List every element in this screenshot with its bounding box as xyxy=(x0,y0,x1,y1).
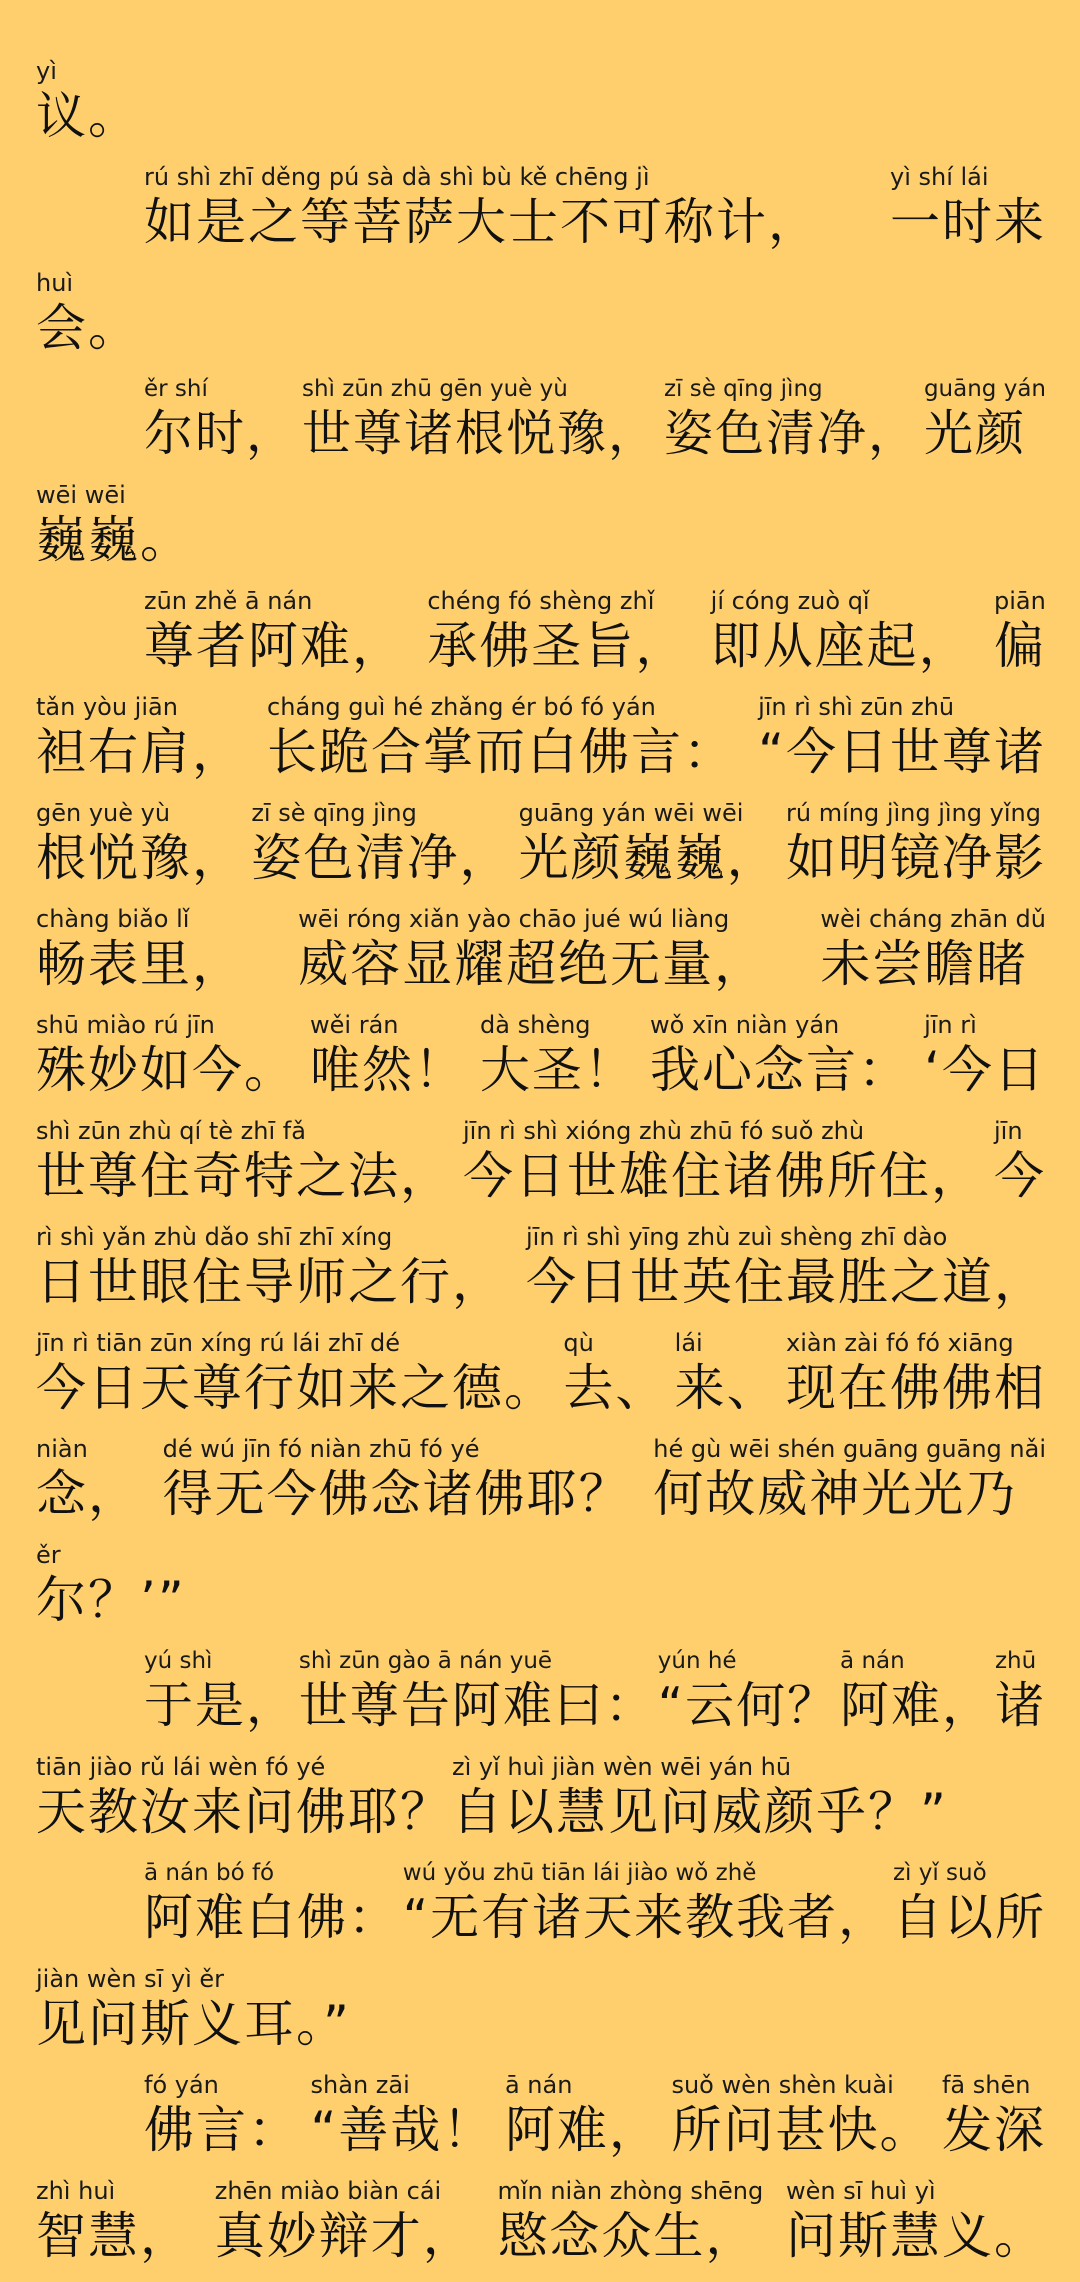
ruby-segment xyxy=(36,2176,192,2266)
chinese-text: 现在佛佛相 xyxy=(785,1359,1046,1417)
ruby-segment xyxy=(36,1540,186,1630)
chinese-text: 见问斯义耳。” xyxy=(36,1995,351,2053)
chinese-text: 会。 xyxy=(36,299,140,357)
ruby-segment xyxy=(563,1328,667,1418)
chinese-text: 威容显耀超绝无量， xyxy=(298,935,767,993)
ruby-segment xyxy=(497,2176,763,2266)
ruby-segment xyxy=(658,1646,838,1736)
pinyin-annotation: shàn zāi xyxy=(310,2071,410,2099)
ruby-segment xyxy=(36,1964,351,2054)
text-line xyxy=(36,2054,1046,2160)
chinese-text: 袒右肩， xyxy=(36,723,244,781)
pinyin-annotation: xiàn zài fó fó xiāng xyxy=(785,1329,1014,1357)
text-line xyxy=(36,358,1046,464)
chinese-text: 尊者阿难， xyxy=(144,617,404,675)
chinese-text: 日世眼住导师之行， xyxy=(36,1253,504,1311)
chinese-text: 如明镜净影 xyxy=(785,829,1046,887)
ruby-segment xyxy=(675,1328,779,1418)
text-line xyxy=(36,252,1046,358)
pinyin-annotation: jí cóng zuò qǐ xyxy=(710,587,870,615)
chinese-text: 我心念言： xyxy=(650,1041,911,1099)
chinese-text: 光颜巍巍， xyxy=(518,829,779,887)
ruby-segment xyxy=(163,1434,631,1524)
pinyin-annotation: shì zūn zhū gēn yuè yù xyxy=(301,376,568,402)
chinese-text: 大圣！ xyxy=(480,1041,637,1099)
text-line xyxy=(36,1206,1046,1312)
ruby-segment xyxy=(310,1010,466,1100)
ruby-segment xyxy=(215,2176,475,2266)
pinyin-annotation: jīn rì xyxy=(924,1011,977,1039)
text-line xyxy=(36,888,1046,994)
pinyin-annotation: fā shēn xyxy=(941,2071,1031,2099)
text-line xyxy=(36,676,1046,782)
pinyin-annotation: yì xyxy=(36,57,57,85)
pinyin-annotation: zūn zhě ā nán xyxy=(144,587,313,615)
chinese-text: 巍巍。 xyxy=(36,511,192,569)
ruby-segment xyxy=(298,904,766,994)
chinese-text: 阿难， xyxy=(504,2101,661,2159)
ruby-segment xyxy=(786,1328,1046,1418)
pinyin-annotation: niàn xyxy=(36,1435,88,1463)
chinese-text: 智慧， xyxy=(36,2207,192,2265)
text-line xyxy=(36,146,1046,252)
chinese-text: 世尊告阿难曰： xyxy=(298,1677,656,1734)
chinese-text: 殊妙如今。 xyxy=(36,1041,296,1099)
chinese-text: ‘今日 xyxy=(924,1041,1046,1099)
ruby-segment xyxy=(653,1434,1046,1524)
chinese-text: 所问甚快。 xyxy=(671,2101,932,2159)
ruby-segment xyxy=(36,1116,452,1206)
pinyin-annotation: chàng biǎo lǐ xyxy=(36,905,190,933)
ruby-segment xyxy=(994,1116,1046,1206)
pinyin-annotation: chéng fó shèng zhǐ xyxy=(427,587,655,615)
ruby-segment xyxy=(994,586,1046,676)
ruby-segment xyxy=(893,1858,1046,1948)
ruby-segment xyxy=(36,56,140,146)
text-line xyxy=(36,40,1046,146)
ruby-segment xyxy=(36,268,140,358)
pinyin-annotation: yú shì xyxy=(144,1648,213,1674)
text-line xyxy=(36,1418,1046,1524)
chinese-text: 世尊住奇特之法， xyxy=(36,1147,452,1205)
pinyin-annotation: shì zūn gào ā nán yuē xyxy=(298,1648,553,1674)
pinyin-annotation: wǒ xīn niàn yán xyxy=(650,1011,840,1039)
pinyin-annotation: jīn rì shì yīng zhù zuì shèng zhī dào xyxy=(526,1223,948,1251)
pinyin-annotation: zhū xyxy=(994,1648,1037,1674)
chinese-text: 真妙辩才， xyxy=(214,2207,475,2265)
ruby-segment xyxy=(480,1010,636,1100)
pinyin-annotation: zhēn miào biàn cái xyxy=(214,2177,442,2205)
ruby-segment xyxy=(924,1010,1046,1100)
pinyin-annotation: wěi rán xyxy=(310,1011,399,1039)
pinyin-annotation: wēi róng xiǎn yào chāo jué wú liàng xyxy=(298,905,730,933)
pinyin-annotation: fó yán xyxy=(144,2071,219,2099)
chinese-text: 光颜 xyxy=(923,405,1026,462)
chinese-text: 一时来 xyxy=(890,193,1046,251)
pinyin-annotation: shū miào rú jīn xyxy=(36,1011,215,1039)
pinyin-annotation: dà shèng xyxy=(480,1011,591,1039)
chinese-text: 阿难白佛： xyxy=(144,1889,400,1946)
chinese-text: “无有诸天来教我者， xyxy=(402,1889,890,1946)
ruby-segment xyxy=(526,1222,1046,1312)
ruby-segment xyxy=(299,1646,656,1736)
chinese-text: 佛言： xyxy=(144,2101,300,2159)
pinyin-annotation: tǎn yòu jiān xyxy=(36,693,178,721)
text-line xyxy=(36,1630,1046,1736)
chinese-text: 来、 xyxy=(674,1359,779,1417)
ruby-segment xyxy=(452,1752,948,1842)
chinese-text: 今 xyxy=(994,1147,1046,1205)
chinese-text: 何故威神光光乃 xyxy=(653,1465,1018,1523)
ruby-segment xyxy=(144,1858,399,1948)
text-line xyxy=(36,464,1046,570)
pinyin-annotation: lái xyxy=(674,1329,703,1357)
ruby-segment xyxy=(924,374,1046,464)
pinyin-annotation: rì shì yǎn zhù dǎo shī zhī xíng xyxy=(36,1223,393,1251)
ruby-segment xyxy=(267,692,735,782)
ruby-segment xyxy=(519,798,779,888)
pinyin-annotation: wēi wēi xyxy=(36,481,126,509)
pinyin-annotation: zī sè qīng jìng xyxy=(251,799,417,827)
chinese-text: 天教汝来问佛耶？ xyxy=(36,1783,452,1841)
ruby-segment xyxy=(505,2070,661,2160)
pinyin-annotation: piān xyxy=(993,587,1046,615)
ruby-segment xyxy=(36,1434,140,1524)
ruby-segment xyxy=(144,162,820,252)
pinyin-annotation: yì shí lái xyxy=(890,163,989,191)
ruby-segment xyxy=(890,162,1046,252)
pinyin-annotation: zì yǐ suǒ xyxy=(892,1860,987,1886)
ruby-segment xyxy=(36,480,192,570)
pinyin-annotation: ěr xyxy=(36,1541,61,1569)
pinyin-annotation: qù xyxy=(563,1329,594,1357)
ruby-segment xyxy=(671,2070,931,2160)
pinyin-annotation: ā nán xyxy=(504,2071,573,2099)
chinese-text: 未尝瞻睹 xyxy=(820,935,1029,993)
ruby-segment xyxy=(711,586,971,676)
pinyin-annotation: shì zūn zhù qí tè zhī fǎ xyxy=(36,1117,306,1145)
pinyin-annotation: zì yǐ huì jiàn wèn wēi yán hū xyxy=(452,1753,792,1781)
text-line xyxy=(36,1312,1046,1418)
pinyin-annotation: suǒ wèn shèn kuài xyxy=(671,2071,894,2099)
chinese-text: 今日世雄住诸佛所住， xyxy=(463,1147,983,1205)
pinyin-annotation: rú shì zhī děng pú sà dà shì bù kě chēng jì xyxy=(144,163,650,191)
pinyin-annotation: ěr shí xyxy=(144,376,208,402)
ruby-segment xyxy=(36,692,244,782)
text-line xyxy=(36,1948,1046,2054)
ruby-segment xyxy=(36,1010,296,1100)
text-line xyxy=(36,782,1046,888)
ruby-segment xyxy=(820,904,1046,994)
pinyin-annotation: wèi cháng zhān dǔ xyxy=(820,905,1046,933)
chinese-text: “云何？ xyxy=(657,1677,839,1734)
ruby-segment xyxy=(302,374,659,464)
chinese-text: 尔？’” xyxy=(36,1571,186,1629)
ruby-segment xyxy=(311,2070,495,2160)
ruby-segment xyxy=(36,1328,556,1418)
pinyin-annotation: jīn xyxy=(994,1117,1023,1145)
chinese-text: 念， xyxy=(36,1465,140,1523)
ruby-segment xyxy=(144,1646,297,1736)
pinyin-annotation: guāng yán wēi wēi xyxy=(518,799,744,827)
chinese-text: 议。 xyxy=(36,87,140,145)
chinese-text: 诸 xyxy=(994,1677,1046,1734)
chinese-text: 发深 xyxy=(941,2101,1046,2159)
pinyin-annotation: ā nán xyxy=(840,1648,905,1674)
chinese-text: “今日世尊诸 xyxy=(758,723,1046,781)
pinyin-annotation: gēn yuè yù xyxy=(36,799,171,827)
pinyin-annotation: yún hé xyxy=(657,1648,737,1674)
pinyin-annotation: rú míng jìng jìng yǐng xyxy=(785,799,1041,827)
ruby-segment xyxy=(403,1858,889,1948)
ruby-segment xyxy=(942,2070,1046,2160)
ruby-segment xyxy=(463,1116,983,1206)
ruby-segment xyxy=(144,374,297,464)
ruby-segment xyxy=(251,798,511,888)
chinese-text: 偏 xyxy=(993,617,1046,675)
ruby-segment xyxy=(786,798,1046,888)
chinese-text: 世尊诸根悦豫， xyxy=(301,405,659,462)
chinese-text: 得无今佛念诸佛耶？ xyxy=(162,1465,631,1523)
chinese-text: 自以慧见问威颜乎？” xyxy=(452,1783,948,1841)
chinese-text: 去、 xyxy=(563,1359,668,1417)
text-line xyxy=(36,1524,1046,1630)
chinese-text: 尔时， xyxy=(144,405,298,462)
pinyin-annotation: mǐn niàn zhòng shēng xyxy=(497,2177,764,2205)
pinyin-annotation: zhì huì xyxy=(36,2177,116,2205)
pinyin-annotation: wèn sī huì yì xyxy=(785,2177,936,2205)
pinyin-annotation: dé wú jīn fó niàn zhū fó yé xyxy=(162,1435,480,1463)
chinese-text: 愍念众生， xyxy=(497,2207,758,2265)
ruby-segment xyxy=(36,904,244,994)
chinese-text: “善哉！ xyxy=(310,2101,495,2159)
text-line xyxy=(36,570,1046,676)
chinese-text: 根悦豫， xyxy=(36,829,244,887)
pinyin-annotation: tiān jiào rǔ lái wèn fó yé xyxy=(36,1753,326,1781)
pinyin-annotation: ā nán bó fó xyxy=(144,1860,275,1886)
chinese-text: 今日天尊行如来之德。 xyxy=(36,1359,556,1417)
ruby-segment xyxy=(840,1646,993,1736)
pinyin-annotation: guāng yán xyxy=(923,376,1046,402)
ruby-segment xyxy=(36,1222,504,1312)
chinese-text: 今日世英住最胜之道， xyxy=(526,1253,1046,1311)
pinyin-annotation: jīn rì shì xióng zhù zhū fó suǒ zhù xyxy=(463,1117,865,1145)
chinese-text: 承佛圣旨， xyxy=(427,617,688,675)
pinyin-annotation: wú yǒu zhū tiān lái jiào wǒ zhě xyxy=(402,1860,757,1886)
chinese-text: 畅表里， xyxy=(36,935,244,993)
chinese-text: 姿色清净， xyxy=(251,829,512,887)
ruby-segment xyxy=(650,1010,910,1100)
pinyin-annotation: jīn rì shì zūn zhū xyxy=(758,693,955,721)
chinese-text: 阿难， xyxy=(840,1677,994,1734)
ruby-segment xyxy=(664,374,919,464)
ruby-segment xyxy=(144,586,404,676)
pinyin-annotation: cháng guì hé zhǎng ér bó fó yán xyxy=(267,693,656,721)
ruby-segment xyxy=(786,2176,1046,2266)
ruby-segment xyxy=(144,2070,300,2160)
chinese-text: 即从座起， xyxy=(710,617,971,675)
ruby-segment xyxy=(36,1752,452,1842)
text-line xyxy=(36,1736,1046,1842)
ruby-segment xyxy=(995,1646,1046,1736)
chinese-text: 如是之等菩萨大士不可称计， xyxy=(144,193,820,251)
pinyin-annotation: zī sè qīng jìng xyxy=(663,376,823,402)
text-line xyxy=(36,1100,1046,1206)
ruby-segment xyxy=(36,798,244,888)
ruby-segment xyxy=(758,692,1046,782)
chinese-text: 姿色清净， xyxy=(663,405,919,462)
pinyin-annotation: hé gù wēi shén guāng guāng nǎi xyxy=(653,1435,1046,1463)
text-line xyxy=(36,2160,1046,2266)
chinese-text: 问斯慧义。 xyxy=(785,2207,1046,2265)
text-line xyxy=(36,1842,1046,1948)
ruby-segment xyxy=(427,586,687,676)
chinese-text: 唯然！ xyxy=(310,1041,467,1099)
chinese-text: 于是， xyxy=(144,1677,298,1734)
pinyin-annotation: huì xyxy=(36,269,74,297)
pinyin-annotation: jīn rì tiān zūn xíng rú lái zhī dé xyxy=(36,1329,401,1357)
pinyin-annotation: jiàn wèn sī yì ěr xyxy=(36,1965,225,1993)
text-line xyxy=(36,994,1046,1100)
chinese-text: 自以所 xyxy=(892,1889,1046,1946)
chinese-text: 长跪合掌而白佛言： xyxy=(267,723,736,781)
